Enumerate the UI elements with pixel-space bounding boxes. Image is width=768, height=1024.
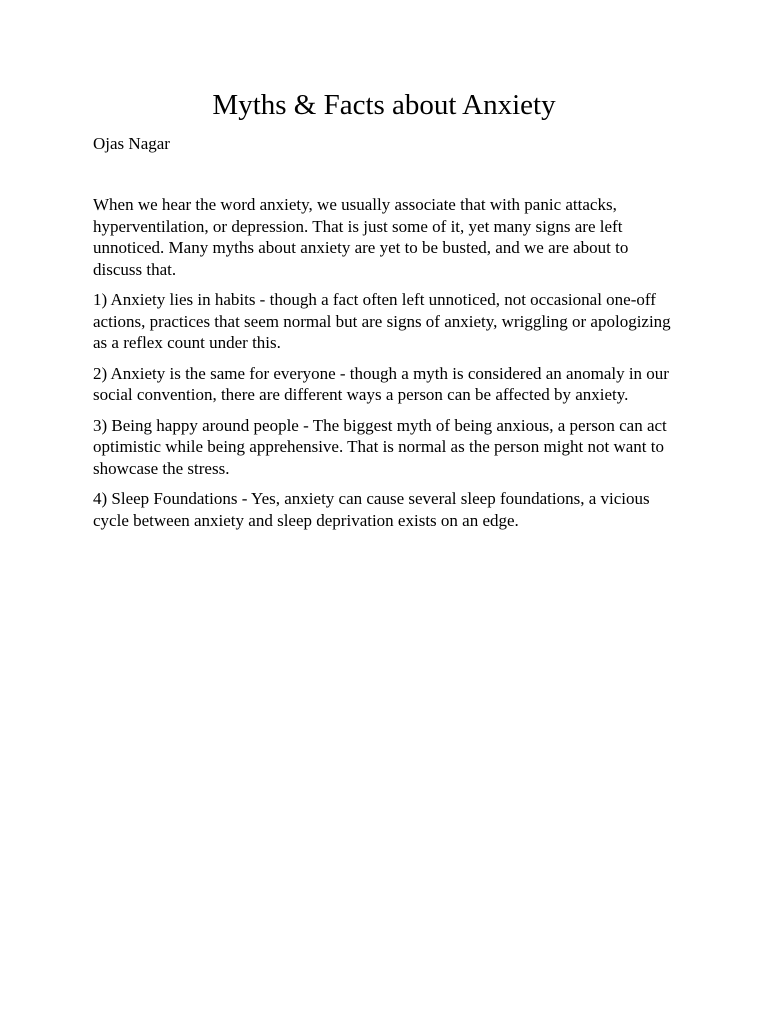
myth-paragraph-2: 2) Anxiety is the same for everyone - though a myth is considered an anomaly in our social convention, there are different ways a person can be affected by anxiety.	[93, 363, 669, 404]
myth-paragraph-1: 1) Anxiety lies in habits - though a fact often left unnoticed, not occasional one-off actions, practices that seem normal but are signs of anxiety, wriggling or apologizing as a reflex count under this.	[93, 290, 671, 352]
document-author: Ojas Nagar	[93, 134, 170, 153]
document-title: Myths & Facts about Anxiety	[212, 89, 556, 121]
myth-paragraph-3: 3) Being happy around people - The biggest myth of being anxious, a person can act optimistic while being apprehensive. That is normal as the person might not want to showcase the stress.	[93, 415, 667, 478]
intro-paragraph: When we hear the word anxiety, we usually associate that with panic attacks, hyperventilation, or depression. That is just some of it, yet many signs are left unnoticed. Many myths about anxiety are yet to be busted, and we are about to discuss that.	[93, 195, 629, 279]
document-body	[93, 194, 678, 540]
myth-paragraph-4: 4) Sleep Foundations - Yes, anxiety can cause several sleep foundations, a vicious cycle between anxiety and sleep deprivation exists on an edge.	[93, 489, 650, 530]
